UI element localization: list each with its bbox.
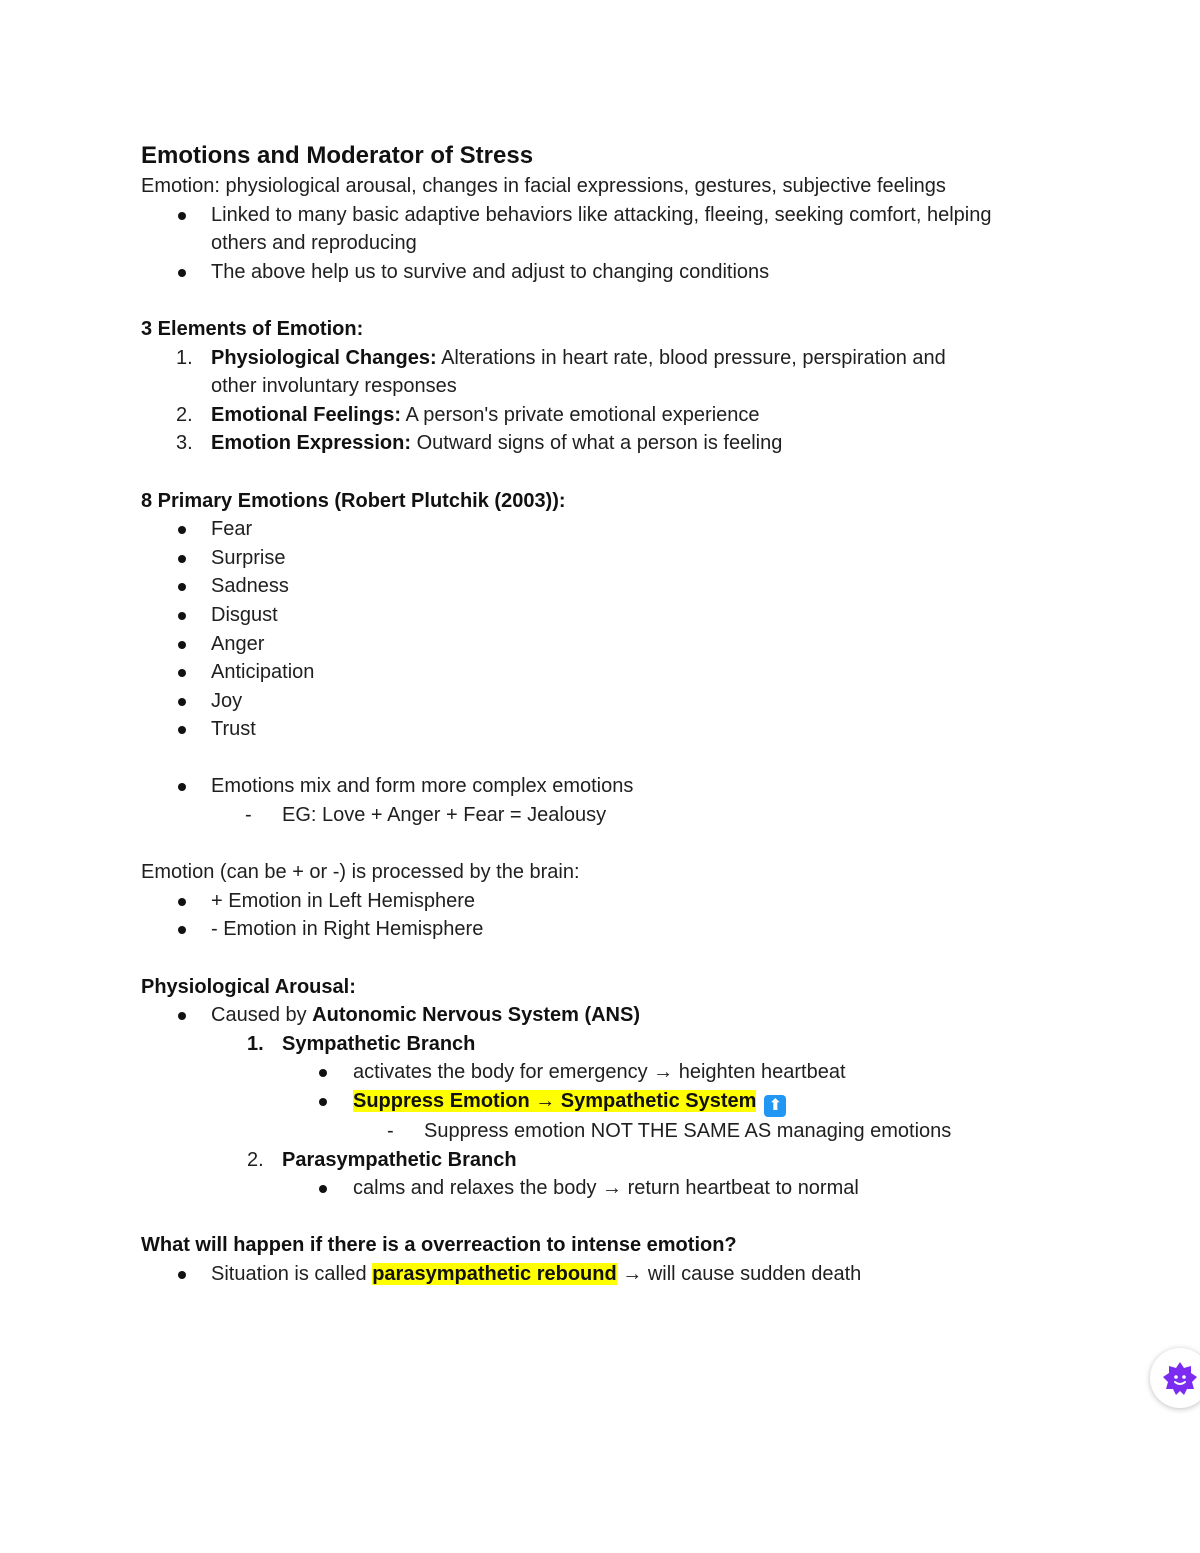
list-item (141, 429, 1101, 458)
list-item-continuation: others and reproducing (211, 232, 417, 255)
list-number: 2. (247, 1148, 264, 1171)
list-item (141, 401, 1101, 430)
branch-label: Parasympathetic Branch (282, 1148, 517, 1171)
list-item: Anger (141, 630, 1101, 659)
caused-prefix: Caused by (211, 1004, 313, 1027)
list-item: activates the body for emergency → heighten heartbeat (141, 1058, 1101, 1087)
primary-emotions-heading: 8 Primary Emotions (Robert Plutchik (2003)): (141, 489, 566, 512)
brain-list (141, 887, 1101, 944)
list-item: Sadness (141, 572, 1101, 601)
list-item: Emotions mix and form more complex emotions (141, 772, 1101, 801)
assistant-star-icon (1162, 1361, 1198, 1397)
parasympathetic-branch (141, 1146, 1101, 1175)
elements-list (141, 344, 1101, 458)
sympathetic-branch (141, 1030, 1101, 1059)
example-item: - EG: Love + Anger + Fear = Jealousy (141, 801, 1101, 830)
assistant-button[interactable] (1150, 1348, 1200, 1408)
list-item: - Emotion in Right Hemisphere (141, 915, 1101, 944)
arousal-heading: Physiological Arousal: (141, 975, 356, 998)
list-item: calms and relaxes the body → return heartbeat to normal (141, 1174, 1101, 1203)
note-item: - Suppress emotion NOT THE SAME AS managing emotions (141, 1117, 1101, 1146)
intro-text: Emotion: physiological arousal, changes in facial expressions, gestures, subjective feelings (141, 175, 946, 197)
element-term: Emotional Feelings: (211, 403, 402, 426)
document-page (141, 140, 1101, 1289)
list-number: 1. (247, 1032, 264, 1055)
list-number: 3. (176, 432, 193, 455)
list-item: Surprise (141, 544, 1101, 573)
element-term: Physiological Changes: (211, 346, 437, 369)
list-item (141, 1001, 1101, 1030)
up-arrow-icon: ⬆ (764, 1095, 786, 1117)
list-item (141, 1087, 1101, 1117)
element-term: Emotion Expression: (211, 432, 412, 455)
overreaction-suffix: → will cause sudden death (616, 1262, 862, 1285)
list-number: 2. (176, 403, 193, 426)
overreaction-question: What will happen if there is a overreaction to intense emotion? (141, 1234, 737, 1257)
list-item: Disgust (141, 601, 1101, 630)
list-item: Joy (141, 687, 1101, 716)
overreaction-prefix: Situation is called (211, 1262, 373, 1285)
list-item (141, 1260, 1101, 1289)
arousal-list (141, 1001, 1101, 1203)
list-number: 1. (176, 346, 193, 369)
ans-term: Autonomic Nervous System (ANS) (312, 1004, 641, 1027)
element-desc: Outward signs of what a person is feeling (411, 432, 783, 455)
list-item: Fear (141, 515, 1101, 544)
list-item: The above help us to survive and adjust to changing conditions (141, 258, 1101, 287)
list-item: Anticipation (141, 658, 1101, 687)
list-item: + Emotion in Left Hemisphere (141, 887, 1101, 916)
list-item: Linked to many basic adaptive behaviors like attacking, fleeing, seeking comfort, helping (141, 201, 1101, 230)
elements-heading: 3 Elements of Emotion: (141, 317, 364, 340)
primary-emotions-list (141, 515, 1101, 744)
branch-label: Sympathetic Branch (282, 1032, 476, 1055)
list-item: Trust (141, 715, 1101, 744)
element-desc: Alterations in heart rate, blood pressure, perspiration and (436, 346, 946, 369)
brain-intro: Emotion (can be + or -) is processed by the brain: (141, 861, 580, 884)
element-desc: A person's private emotional experience (401, 403, 760, 426)
highlighted-text: Suppress Emotion → Sympathetic System (353, 1090, 757, 1112)
intro-list (141, 201, 1101, 287)
mix-list (141, 772, 1101, 829)
highlighted-text: parasympathetic rebound (372, 1262, 617, 1285)
page-title: Emotions and Moderator of Stress (141, 142, 534, 169)
list-item-continuation: other involuntary responses (211, 375, 457, 398)
list-item (141, 344, 1101, 373)
overreaction-list (141, 1260, 1101, 1289)
